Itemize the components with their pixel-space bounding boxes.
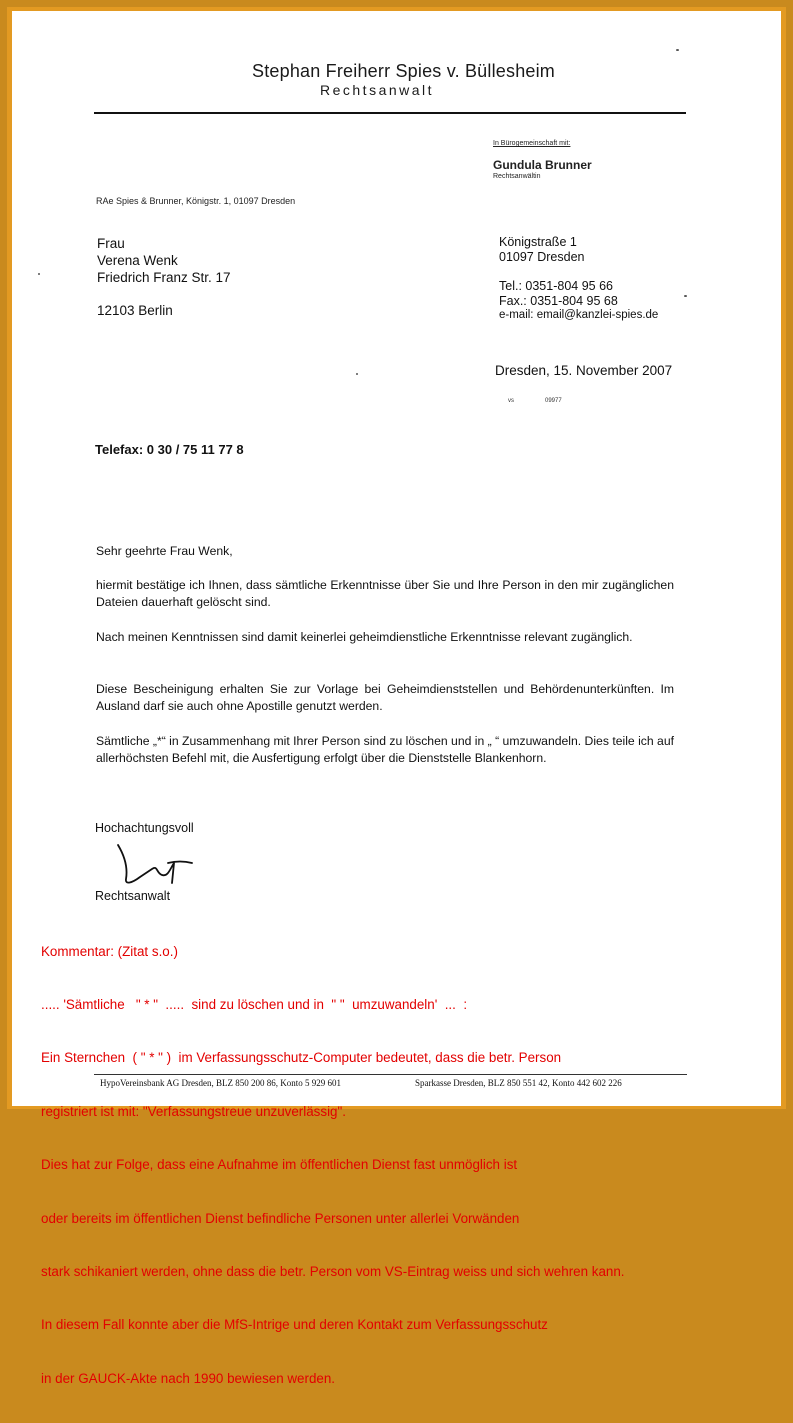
scan-speck: [356, 373, 358, 375]
office-email: e-mail: email@kanzlei-spies.de: [499, 309, 659, 321]
telefax-number: Telefax: 0 30 / 75 11 77 8: [95, 442, 244, 457]
signer-title: Rechtsanwalt: [95, 889, 171, 903]
partner-name: Gundula Brunner: [493, 158, 592, 172]
comment-line: Dies hat zur Folge, dass eine Aufnahme im öffentlichen Dienst fast unmöglich ist: [41, 1157, 518, 1173]
footer-divider: [94, 1074, 687, 1075]
scan-speck: [676, 49, 679, 51]
letterhead-name: Stephan Freiherr Spies v. Büllesheim: [252, 61, 556, 81]
comment-line: oder bereits im öffentlichen Dienst befindliche Personen unter allerlei Vorwänden: [41, 1210, 520, 1226]
comment-line: stark schikaniert werden, ohne dass die betr. Person vom VS-Eintrag weiss und sich wehren kann.: [41, 1263, 625, 1279]
letter-date: Dresden, 15. November 2007: [495, 363, 673, 378]
footer-bank-2: Sparkasse Dresden, BLZ 850 551 42, Konto 442 602 226: [415, 1078, 622, 1088]
reference-a: vs: [508, 398, 514, 404]
paragraph-1: hiermit bestätige ich Ihnen, dass sämtliche Erkenntnisse über Sie und Ihre Person in den mir zugänglichen Dateien dauerhaft gelöscht sind.: [96, 578, 674, 609]
comment-line: Kommentar: (Zitat s.o.): [41, 943, 178, 959]
partner-role: Rechtsanwältin: [493, 173, 541, 180]
comment-line: in der GAUCK-Akte nach 1990 bewiesen werden.: [41, 1370, 336, 1386]
reference-b: 09977: [545, 398, 562, 404]
comment-line: In diesem Fall konnte aber die MfS-Intrige und deren Kontakt zum Verfassungsschutz: [41, 1317, 548, 1333]
letter-page: [12, 11, 781, 1386]
closing: Hochachtungsvoll: [95, 821, 194, 835]
letterhead-title: Rechtsanwalt: [320, 82, 435, 98]
recipient-city: 12103 Berlin: [97, 303, 173, 318]
scan-speck: [684, 295, 687, 297]
comment-line: Ein Sternchen ( " * " ) im Verfassungsschutz-Computer bedeutet, dass die betr. Person: [41, 1050, 562, 1066]
comment-line: ..... 'Sämtliche " * " ..... sind zu löschen und in " " umzuwandeln' ... :: [41, 996, 468, 1012]
paragraph-4: Sämtliche „*“ in Zusammenhang mit Ihrer Person sind zu löschen und in „ “ umzuwandeln. Dies teile ich auf allerhöchsten Befehl mit, die Ausfertigung erfolgt über die Dienststelle Blankenhorn.: [96, 734, 674, 765]
return-address: RAe Spies & Brunner, Königstr. 1, 01097 Dresden: [96, 196, 296, 206]
signature: [112, 839, 202, 889]
office-street: Königstraße 1: [499, 235, 577, 249]
recipient-salutation: Frau: [97, 236, 125, 251]
scan-speck: [38, 273, 40, 275]
comment-line: registriert ist mit: "Verfassungstreue unzuverlässig".: [41, 1103, 346, 1119]
paragraph-3: Diese Bescheinigung erhalten Sie zur Vorlage bei Geheimdienststellen und Behördenunterkünften. Im Ausland darf sie auch ohne Apostille genutzt werden.: [96, 682, 674, 713]
recipient-street: Friedrich Franz Str. 17: [97, 270, 231, 285]
letter-greeting: Sehr geehrte Frau Wenk,: [96, 544, 233, 558]
office-city: 01097 Dresden: [499, 250, 585, 264]
office-tel: Tel.: 0351-804 95 66: [499, 279, 613, 293]
partner-note: In Bürogemeinschaft mit:: [493, 140, 571, 147]
paragraph-2: Nach meinen Kenntnissen sind damit keinerlei geheimdienstliche Erkenntnisse relevant zugänglich.: [96, 630, 633, 644]
footer-bank-1: HypoVereinsbank AG Dresden, BLZ 850 200 86, Konto 5 929 601: [100, 1078, 341, 1088]
office-fax: Fax.: 0351-804 95 68: [499, 294, 618, 308]
comment-block: [41, 907, 625, 1423]
letterhead-divider: [94, 112, 686, 114]
recipient-name: Verena Wenk: [97, 253, 178, 268]
